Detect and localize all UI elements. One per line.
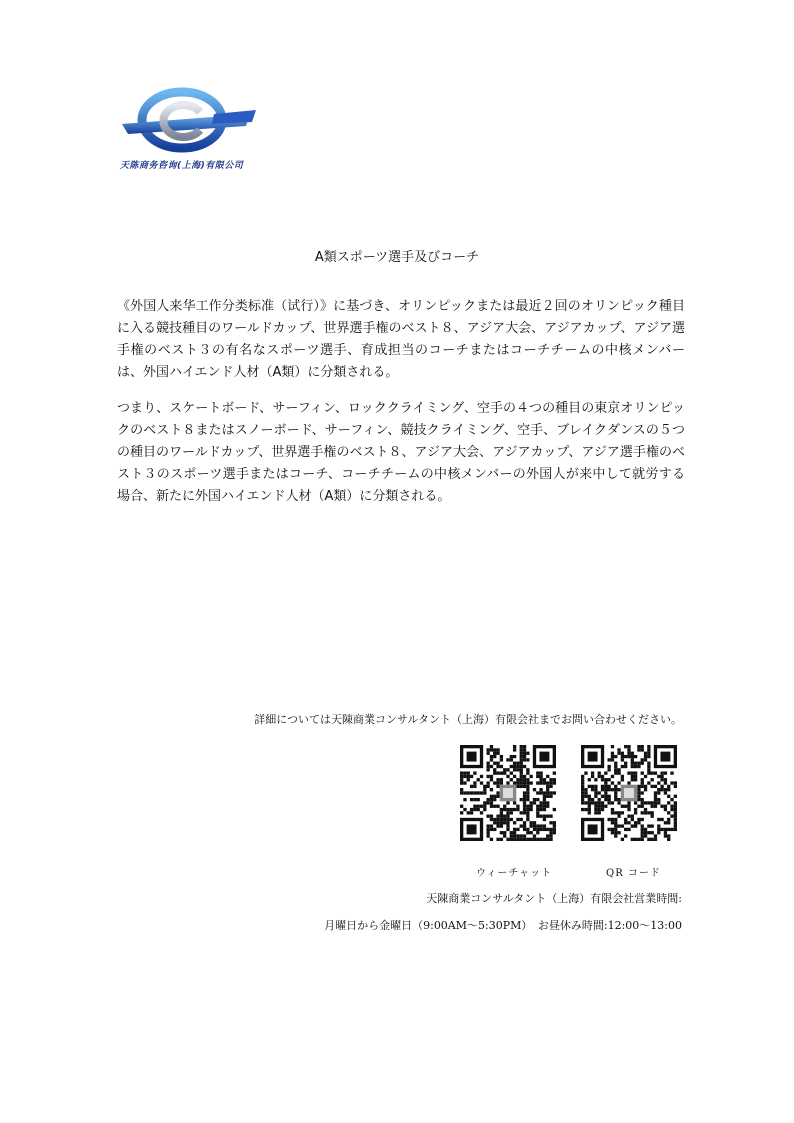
company-logo: [118, 84, 268, 172]
wechat-qr-code-icon: [460, 745, 556, 841]
qr-label-wechat: ウィーチャット: [476, 868, 553, 879]
logo-company-name: 天陈商务咨询(上海)有限公司: [120, 161, 244, 171]
business-hours-title: 天陳商業コンサルタント（上海）有限会社営業時間:: [426, 892, 682, 905]
qr-label-qrcode: QR コード: [606, 868, 661, 879]
contact-note: 詳細については天陳商業コンサルタント（上海）有限会社までお問い合わせください。: [254, 713, 682, 726]
paragraph-olympic-sports: つまり、スケートボード、サーフィン、ロッククライミング、空手の４つの種目の東京オリンピックのベスト８またはスノーボード、サーフィン、競技クライミング、空手、ブレイクダンスの５つの種目のワールドカップ、世界選手権のベスト８、アジア大会、アジアカップ、アジア選手権のベスト３のスポーツ選手またはコーチ、コーチチームの中核メンバーの外国人が来中して就労する場合、新たに外国ハイエンド人材（A類）に分類される。: [117, 401, 685, 504]
paragraph-classification-standard: 《外国人来华工作分类标准（试行）》に基づき、オリンピックまたは最近２回のオリンピック種目に入る競技種目のワールドカップ、世界選手権のベスト８、アジア大会、アジアカップ、アジア選手権のベスト３の有名なスポーツ選手、育成担当のコーチまたはコーチチームの中核メンバーは、外国ハイエンド人材（A類）に分類される。: [117, 299, 685, 380]
page-title: A類スポーツ選手及びコーチ: [314, 250, 480, 265]
business-hours-detail: 月曜日から金曜日（9:00AM～5:30PM） お昼休み時間:12:00～13:00: [324, 919, 682, 932]
company-logo-icon: [118, 84, 268, 158]
qr-code-icon: [581, 745, 677, 841]
